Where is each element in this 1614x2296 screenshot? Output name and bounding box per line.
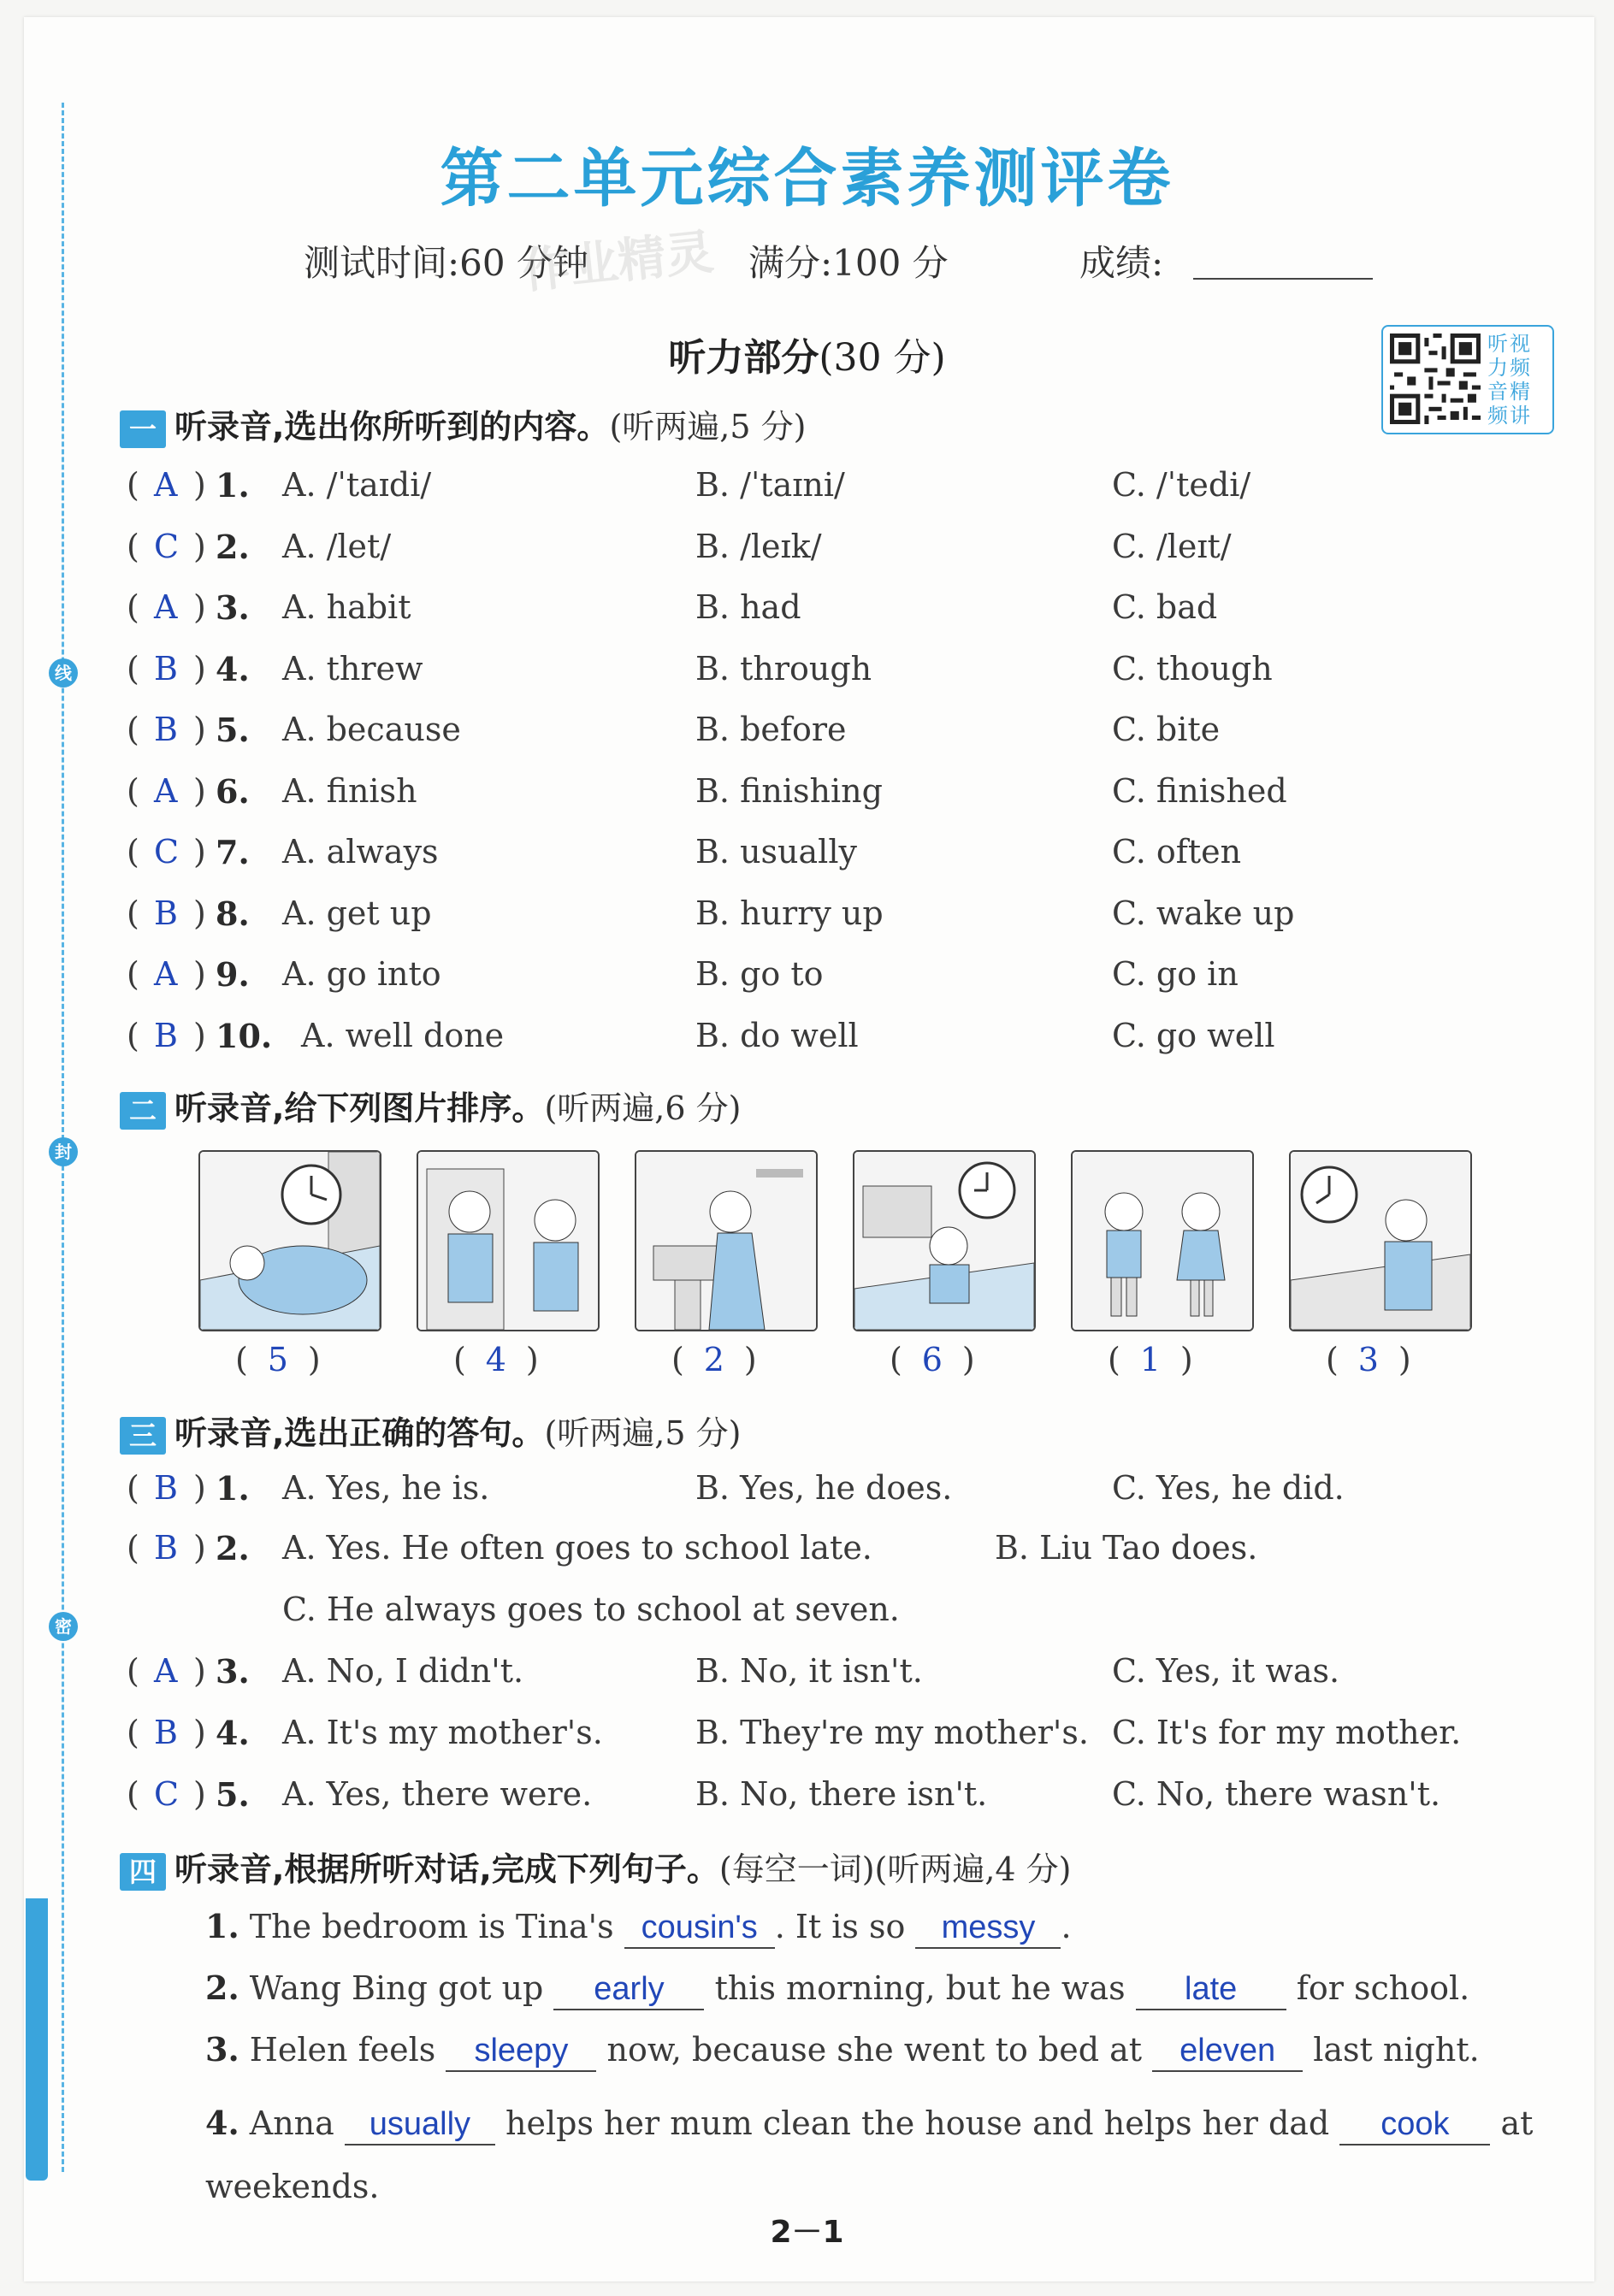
option-b: B. had [695, 588, 801, 626]
option-c: C. bite [1112, 711, 1221, 748]
option-c: C. No, there wasn't. [1112, 1775, 1441, 1813]
paren-open: ( [127, 894, 139, 932]
picture-sleeping-in-bed [198, 1150, 381, 1331]
option-b: B. Yes, he does. [695, 1469, 953, 1507]
section-number: 四 [120, 1853, 166, 1891]
question-number: 1. [216, 1469, 250, 1508]
option-b: B. go to [695, 955, 824, 993]
question-number: 1. [216, 466, 250, 505]
listening-heading [0, 327, 1614, 381]
paren-close: ) [193, 466, 206, 504]
paren-close: ) [193, 833, 206, 871]
question-number: 5. [216, 1775, 250, 1814]
picture-order-answer: ( 3 ) [1326, 1341, 1411, 1378]
order-number[interactable]: 2 [703, 1341, 724, 1378]
page-number: 2－1 [770, 2215, 844, 2250]
order-number[interactable]: 6 [921, 1341, 943, 1378]
option-c: C. finished [1112, 771, 1287, 810]
section-1-heading: 一 听录音,选出你所听到的内容。(听两遍,5 分) [120, 400, 806, 448]
answer-choice[interactable]: C [154, 833, 180, 871]
paren-close: ) [193, 1652, 206, 1690]
listening-title: 听力部分 [668, 336, 819, 380]
binding-mark-xian: 线 [49, 658, 78, 688]
option-b: B. /ˈtaɪni/ [695, 466, 845, 504]
question-number: 3. [216, 588, 250, 627]
paren-close: ) [193, 1714, 206, 1751]
question-number: 2. [216, 1529, 250, 1567]
side-color-strip [26, 1898, 48, 2181]
question-number: 5. [216, 711, 250, 749]
order-number[interactable]: 3 [1357, 1341, 1379, 1378]
question-number: 10. [216, 1016, 273, 1055]
picture-morning-exercise [1071, 1150, 1254, 1331]
option-b: B. No, there isn't. [695, 1775, 988, 1813]
option-a: A. go into [282, 955, 441, 993]
watermark: 作业精灵 [519, 224, 717, 300]
picture-order-answer: ( 4 ) [453, 1341, 539, 1378]
paren-open: ( [127, 588, 139, 626]
question-number: 4. [216, 1714, 250, 1752]
grade-blank [1193, 278, 1373, 280]
answer-choice[interactable]: C [154, 527, 180, 565]
option-b: B. through [695, 649, 872, 688]
option-b: B. No, it isn't. [695, 1652, 923, 1690]
option-a: A. Yes. He often goes to school late. [282, 1529, 872, 1567]
section-number: 二 [120, 1092, 166, 1130]
answer-blank[interactable]: cook [1339, 2104, 1490, 2145]
answer-choice[interactable]: B [154, 1469, 178, 1507]
answer-choice[interactable]: B [154, 649, 178, 688]
order-number[interactable]: 5 [267, 1341, 288, 1378]
option-c: C. It's for my mother. [1112, 1714, 1462, 1751]
paren-open: ( [127, 833, 139, 871]
paren-close: ) [193, 894, 206, 932]
picture-order-answer: ( 2 ) [671, 1341, 757, 1378]
full-score: 满分:100 分 [748, 242, 949, 284]
paren-close: ) [193, 955, 206, 993]
picture-washing-face [635, 1150, 818, 1331]
option-c: C. wake up [1112, 894, 1295, 932]
option-c: C. /leɪt/ [1112, 527, 1232, 565]
option-b: B. finishing [695, 771, 883, 810]
paren-close: ) [193, 711, 206, 748]
option-a: A. It's my mother's. [282, 1714, 603, 1751]
paren-close: ) [193, 1775, 206, 1813]
paren-close: ) [193, 588, 206, 626]
option-c: C. He always goes to school at seven. [282, 1591, 900, 1628]
paren-close: ) [193, 649, 206, 688]
answer-blank[interactable]: usually [345, 2104, 495, 2145]
option-a: A. habit [282, 588, 411, 626]
answer-blank[interactable]: eleven [1152, 2031, 1303, 2072]
section-number: 三 [120, 1417, 166, 1455]
answer-choice[interactable]: A [154, 771, 178, 810]
paren-open: ( [127, 711, 139, 748]
option-b: B. Liu Tao does. [995, 1529, 1258, 1567]
option-b: B. usually [695, 833, 857, 871]
paren-open: ( [127, 1714, 139, 1751]
question-number: 7. [216, 833, 250, 871]
option-b: B. They're my mother's. [695, 1714, 1089, 1751]
qr-caption: 听视 力频 音精 频讲 [1487, 332, 1532, 428]
option-a: A. get up [282, 894, 432, 932]
option-b: B. before [695, 711, 847, 748]
grade-label: 成绩: [1079, 242, 1164, 284]
option-b: B. do well [695, 1016, 859, 1054]
option-a: A. finish [282, 771, 417, 810]
answer-blank[interactable]: late [1136, 1969, 1286, 2010]
paren-open: ( [127, 527, 139, 565]
answer-choice[interactable]: B [154, 1016, 178, 1054]
option-a: A. /let/ [282, 527, 392, 565]
answer-choice[interactable]: B [154, 894, 178, 932]
option-a: A. because [282, 711, 461, 748]
answer-blank[interactable]: sleepy [446, 2031, 596, 2072]
question-number: 3. [216, 1652, 250, 1691]
answer-choice[interactable]: B [154, 1714, 178, 1751]
answer-choice[interactable]: C [154, 1775, 180, 1813]
paren-close: ) [193, 771, 206, 810]
test-time: 测试时间:60 分钟 [304, 242, 588, 284]
option-a: A. Yes, he is. [282, 1469, 490, 1507]
option-c: C. go well [1112, 1016, 1275, 1054]
option-b: B. /leɪk/ [695, 527, 822, 565]
paren-open: ( [127, 1016, 139, 1054]
paren-close: ) [193, 1469, 206, 1507]
picture-order-answer: ( 5 ) [235, 1341, 321, 1378]
order-number[interactable]: 4 [485, 1341, 506, 1378]
binding-mark-mi: 密 [49, 1612, 78, 1641]
paren-open: ( [127, 955, 139, 993]
question-number: 6. [216, 771, 250, 811]
fill-sentence-4: 4. Anna usually helps her mum clean the house and helps her dad cook at weekends. [205, 2104, 1534, 2205]
option-c: C. Yes, he did. [1112, 1469, 1345, 1507]
order-number[interactable]: 1 [1139, 1341, 1161, 1378]
answer-blank[interactable]: cousin's [624, 1908, 775, 1949]
paren-open: ( [127, 1652, 139, 1690]
option-a: A. well done [301, 1016, 505, 1054]
binding-mark-feng: 封 [49, 1137, 78, 1166]
option-c: C. though [1112, 649, 1273, 688]
answer-blank[interactable]: early [553, 1969, 704, 2010]
qr-code-icon [1390, 333, 1481, 424]
paren-close: ) [193, 1016, 206, 1054]
answer-choice[interactable]: B [154, 711, 178, 748]
answer-choice[interactable]: A [154, 466, 178, 504]
option-b: B. hurry up [695, 894, 884, 932]
picture-late-for-school [417, 1150, 600, 1331]
paren-open: ( [127, 649, 139, 688]
option-a: A. threw [282, 649, 423, 688]
picture-order-answer: ( 6 ) [890, 1341, 975, 1378]
picture-doing-homework [853, 1150, 1036, 1331]
option-c: C. often [1112, 833, 1242, 871]
fill-sentence-2: 2. Wang Bing got up early this morning, but he was late for school. [205, 1968, 1469, 2010]
section-4-heading: 四 听录音,根据所听对话,完成下列句子。(每空一词)(听两遍,4 分) [120, 1843, 1072, 1891]
option-a: A. No, I didn't. [282, 1652, 524, 1690]
option-a: A. /ˈtaɪdi/ [282, 466, 432, 504]
page-title: 第二单元综合素养测评卷 [440, 142, 1174, 215]
question-number: 8. [216, 894, 250, 933]
answer-choice[interactable]: A [154, 588, 178, 626]
section-2-heading: 二 听录音,给下列图片排序。(听两遍,6 分) [120, 1082, 741, 1130]
paren-open: ( [127, 1775, 139, 1813]
option-a: A. always [282, 833, 439, 871]
answer-choice[interactable]: A [154, 1652, 178, 1690]
question-number: 9. [216, 955, 250, 994]
qr-code-box[interactable] [1381, 325, 1554, 434]
fill-sentence-3: 3. Helen feels sleepy now, because she went to bed at eleven last night. [205, 2030, 1480, 2072]
option-c: C. /ˈtedi/ [1112, 466, 1251, 504]
option-c: C. bad [1112, 588, 1218, 626]
option-a: A. Yes, there were. [282, 1775, 593, 1813]
paren-open: ( [127, 771, 139, 810]
question-number: 4. [216, 649, 250, 688]
section-3-heading: 三 听录音,选出正确的答句。(听两遍,5 分) [120, 1407, 741, 1455]
answer-choice[interactable]: A [154, 955, 178, 993]
paren-close: ) [193, 527, 206, 565]
answer-choice[interactable]: B [154, 1529, 178, 1567]
paren-close: ) [193, 1529, 206, 1567]
section-number: 一 [120, 410, 166, 448]
answer-blank[interactable]: messy [915, 1908, 1061, 1949]
picture-waking-up [1289, 1150, 1472, 1331]
fill-sentence-1: 1. The bedroom is Tina's cousin's . It is so messy . [205, 1907, 1072, 1949]
listening-points: (30 分) [819, 336, 946, 380]
paren-open: ( [127, 1529, 139, 1567]
option-c: C. go in [1112, 955, 1239, 993]
picture-order-answer: ( 1 ) [1108, 1341, 1193, 1378]
question-number: 2. [216, 527, 250, 566]
paren-open: ( [127, 466, 139, 504]
paren-open: ( [127, 1469, 139, 1507]
option-c: C. Yes, it was. [1112, 1652, 1340, 1690]
